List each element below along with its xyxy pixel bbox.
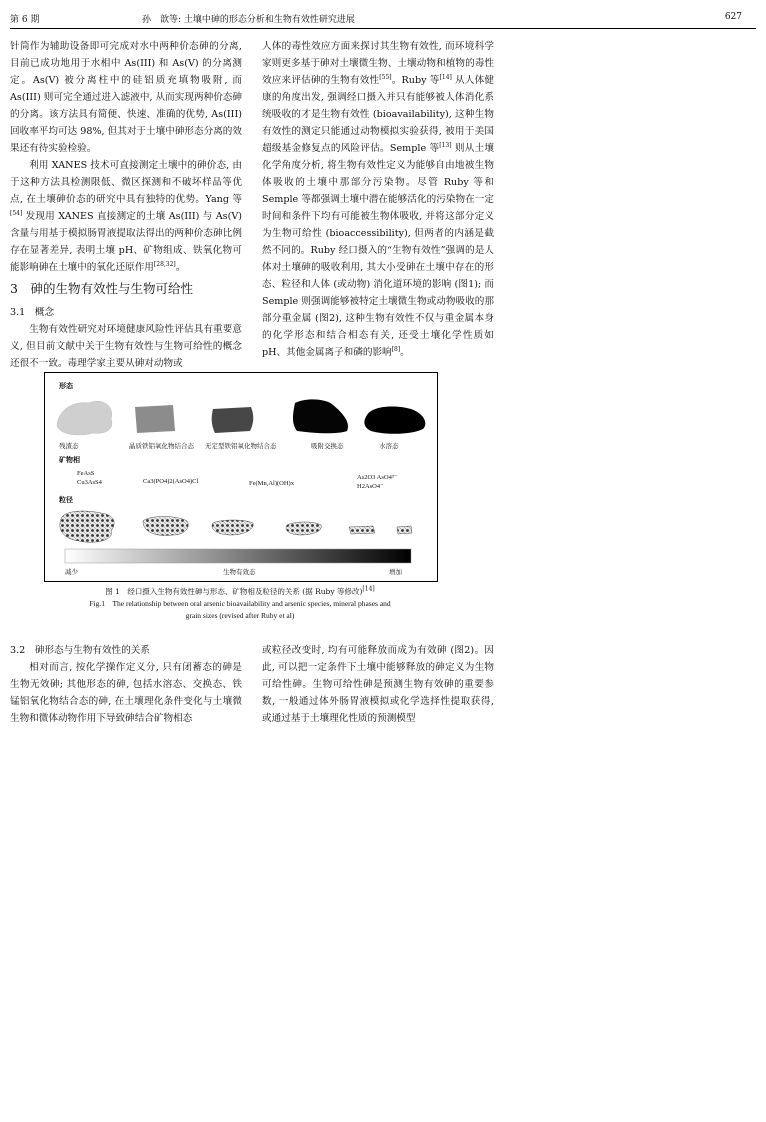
running-title: 孙 歆等: 土壤中砷的形态分析和生物有效性研究进展 (142, 15, 355, 25)
caption-en-line1: Fig.1 The relationship between oral arsenic bioavailability and arsenic species, mineral phases and (89, 599, 391, 608)
label-form: 形态 (59, 382, 73, 390)
form-name: 晶质铁铝氧化物结合态 (129, 442, 194, 450)
bar-right-label: 增加 (389, 568, 402, 576)
running-header (10, 12, 756, 29)
paragraph: 或粒径改变时, 均有可能释放而成为有效砷 (图2)。因此, 可以把一定条件下土壤中能够释放的砷定义为生物可给性砷。生物可给性砷是预测生物有效砷的重要参数, 一般通过体外肠胃液模拟或化学选择性提取获得, 或通过基于土壤理化性质的预测模型 (262, 645, 494, 724)
subsection-heading: 3.2 砷形态与生物有效性的关系 (10, 645, 150, 656)
caption-en-line2: grain sizes (revised after Ruby et al) (185, 611, 295, 620)
form-blob-crystalline (135, 405, 175, 433)
mineral-formula: Fe(Mn,Al)(OH)x (249, 480, 294, 487)
label-grain: 粒径 (59, 496, 73, 504)
mineral-formula: FeAsS Cu3AsS4 (77, 470, 102, 486)
grain-blob-1 (60, 511, 114, 542)
right-column (262, 38, 494, 361)
form-name: 水溶态 (379, 442, 399, 450)
bar-left-label: 减少 (65, 568, 78, 576)
page-number: 627 (724, 12, 742, 22)
form-name: 残渣态 (59, 442, 79, 450)
grain-blob-2 (143, 517, 188, 536)
grain-blob-6 (397, 526, 412, 534)
form-blob-amorphous (212, 407, 254, 433)
figure-caption (30, 586, 450, 622)
form-blob-adsorbed (293, 399, 348, 433)
form-name: 无定型铁铝氧化物结合态 (205, 442, 277, 450)
mineral-formula: As2O3 AsO4³⁻ H2AsO4⁻ (357, 474, 398, 490)
bottom-left-column (10, 642, 242, 727)
grain-blob-3 (212, 520, 253, 535)
issue-number: 第 6 期 (10, 15, 40, 25)
bottom-right-column (262, 642, 494, 727)
form-name: 吸附交换态 (311, 442, 344, 450)
form-blob-residual (57, 401, 112, 435)
grain-blob-5 (349, 526, 375, 534)
paragraph: 人体的毒性效应方面来探讨其生物有效性, 而环境科学家则更多基于砷对土壤微生物、土壤动物和植物的毒性效应来评估砷的生物有效性[55]。Ruby 等[14] 从人体健康的角度出发, 强调经口摄入并只有能够被人体消化系统吸收的才是生物有效性 (bioavailability), 这种生物有效性的测定只能通过动物模拟实验获得, 被用于美国超级基金修复点的风险评估。Semple 等[13] 则从土壤化学角度分析, 将生物有效性定义为能够自由地被生物体吸收的土壤中那部分污染物。尽管 Ruby 等和 Semple 等都强调土壤中潜在能够活化的污染物在一定时间和条件下均有可能被生物体吸收, 并将这部分定义为生物可给性 (bioaccessibility), 但两者的内涵是截然不同的。Ruby 经口摄入的“生物有效性”强调的是人体对土壤砷的吸收利用, 其大小受砷在土壤中存在的形态、粒径和人体 (或动物) 消化道环境的影响 (图1); 而 Semple 则强调能够被特定土壤微生物或动物吸收的那部分重金属 (图2), 这种生物有效性不仅与重金属本身的化学形态和结合相态有关, 还受土壤化学性质如 pH、其他金属离子和磷的影响[8]。 (262, 41, 494, 358)
paragraph: 针筒作为辅助设备即可完成对水中两种价态砷的分离, 目前已成功地用于水相中 As(III) 和 As(V) 的分离测定。As(V) 被分离柱中的硅铝质充填物吸附, 而 As(III) 则可完全通过进入滤液中, 从而实现两种价态砷的分离。该方法具有简便、快速、准确的优势, As(III) 回收率平均可达 98%, 但其对于土壤中砷形态分离的效果还有待实验检验。 (10, 41, 242, 154)
bar-mid-label: 生物有效态 (223, 568, 256, 576)
left-column (10, 38, 242, 372)
mineral-formula: Ca3(PO4)2(AsO4)Cl (143, 478, 199, 485)
caption-cn: 图 1 经口摄入生物有效性砷与形态、矿物相及粒径的关系 (据 Ruby 等修改)[14] (105, 585, 375, 596)
bioavailability-gradient-bar (65, 549, 411, 563)
figure-1 (44, 372, 438, 582)
form-blob-water (364, 407, 425, 434)
paragraph: 相对而言, 按化学操作定义分, 只有闭蓄态的砷是生物无效砷; 其他形态的砷, 包括水溶态、交换态、铁锰铝氧化物结合态的砷, 在土壤理化条件变化与土壤微生物和微体动物作用下导致砷结合矿物相态 (10, 662, 242, 724)
grain-blob-4 (286, 522, 321, 535)
section-heading: 3 砷的生物有效性与生物可给性 (10, 281, 193, 296)
label-mineral: 矿物相 (59, 456, 80, 464)
subsection-heading: 3.1 概念 (10, 307, 55, 318)
paragraph: 生物有效性研究对环境健康风险性评估具有重要意义, 但目前文献中关于生物有效性与生物可给性的概念还很不一致。毒理学家主要从砷对动物或 (10, 324, 242, 369)
paragraph: 利用 XANES 技术可直接测定土壤中的砷价态, 由于这种方法具检测限低、微区探测和不破坏样品等优点, 在土壤砷价态的研究中具有独特的优势。Yang 等[54] 发现用 XANES 直接测定的土壤 As(III) 与 As(V) 含量与用基于模拟肠胃液提取法得出的两种价态砷比例存在显著差异, 表明土壤 pH、矿物组成、铁氧化物可能影响砷在土壤中的氧化还原作用[28,32]。 (10, 160, 242, 273)
